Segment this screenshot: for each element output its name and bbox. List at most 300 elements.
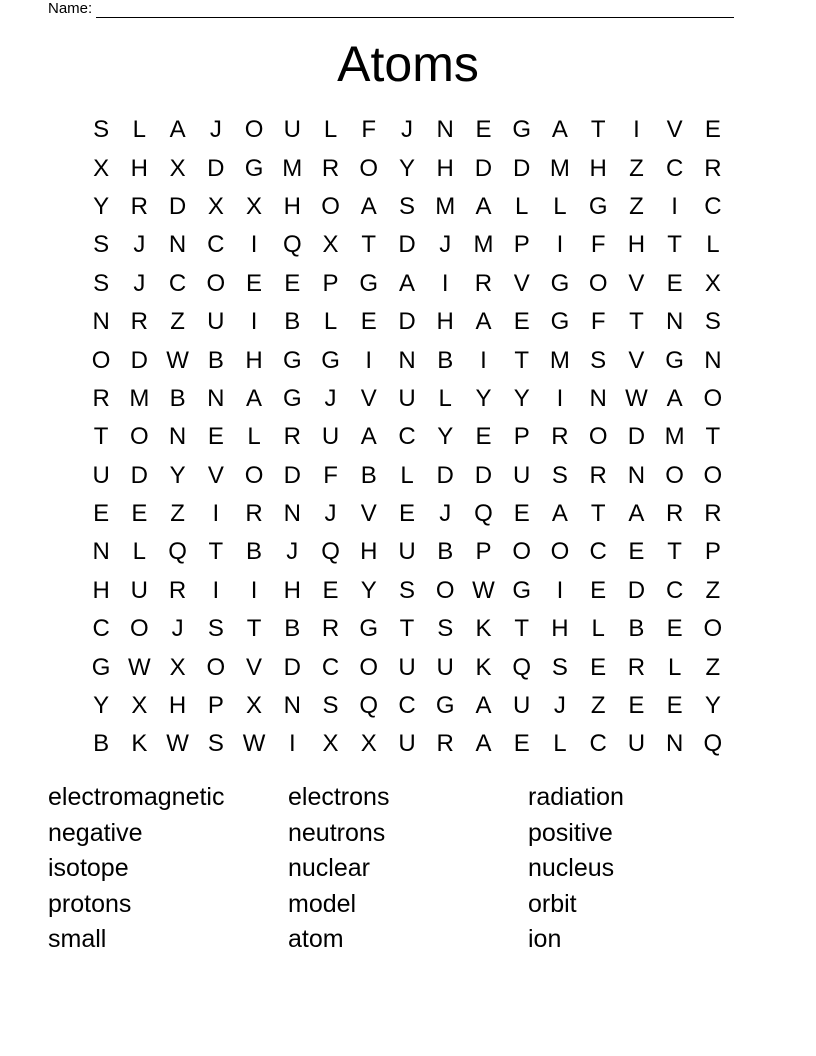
grid-letter: D [283, 461, 301, 489]
grid-letter: W [242, 730, 266, 758]
grid-letter: X [169, 154, 186, 182]
grid-letter: T [590, 116, 606, 144]
grid-letter: O [244, 116, 264, 144]
grid-letter: B [284, 615, 301, 643]
grid-letter: J [439, 500, 452, 528]
grid-letter: S [398, 576, 415, 604]
grid-letter: G [665, 346, 684, 374]
grid-letter: P [513, 231, 530, 259]
grid-letter: U [283, 116, 301, 144]
grid-letter: Q [703, 730, 723, 758]
grid-letter: E [246, 269, 263, 297]
grid-letter: R [704, 500, 722, 528]
grid-letter: S [93, 269, 110, 297]
grid-letter: O [703, 615, 723, 643]
grid-letter: E [322, 576, 339, 604]
grid-letter: A [666, 384, 683, 412]
grid-letter: U [513, 692, 531, 720]
grid-letter: E [360, 308, 377, 336]
grid-letter: H [627, 231, 646, 259]
grid-letter: E [93, 500, 110, 528]
grid-letter: N [168, 423, 187, 451]
grid-letter: C [398, 423, 416, 451]
grid-letter: U [398, 538, 416, 566]
grid-letter: X [704, 269, 721, 297]
grid-letter: J [400, 116, 413, 144]
grid-row [82, 149, 732, 187]
grid-letter: N [704, 346, 722, 374]
grid-letter: E [284, 269, 301, 297]
grid-letter: J [324, 500, 337, 528]
grid-letter: I [556, 576, 564, 604]
grid-letter: O [130, 423, 149, 451]
grid-letter: J [324, 384, 337, 412]
grid-letter: E [628, 692, 645, 720]
grid-letter: S [704, 308, 721, 336]
grid-row [82, 687, 732, 725]
grid-letter: D [207, 154, 225, 182]
grid-letter: L [553, 192, 567, 220]
grid-letter: E [666, 269, 683, 297]
grid-letter: I [365, 346, 373, 374]
grid-letter: G [512, 116, 532, 144]
grid-letter: B [437, 538, 454, 566]
grid-letter: L [515, 192, 529, 220]
grid-letter: Z [170, 308, 185, 336]
grid-letter: O [244, 461, 264, 489]
grid-letter: Y [169, 461, 186, 489]
grid-letter: G [550, 308, 570, 336]
word-list-item: ion [528, 925, 562, 954]
grid-letter: O [130, 615, 149, 643]
grid-letter: H [360, 538, 378, 566]
grid-letter: J [286, 538, 299, 566]
grid-letter: R [627, 653, 646, 681]
grid-letter: A [475, 730, 492, 758]
grid-letter: X [360, 730, 377, 758]
grid-letter: Q [512, 653, 532, 681]
grid-letter: U [436, 653, 454, 681]
grid-letter: N [665, 730, 684, 758]
grid-letter: Q [321, 538, 340, 566]
grid-letter: G [588, 192, 608, 220]
grid-letter: Y [475, 384, 492, 412]
grid-letter: B [169, 384, 186, 412]
grid-letter: D [130, 346, 149, 374]
grid-row [82, 418, 732, 456]
grid-letter: L [591, 615, 605, 643]
grid-letter: R [130, 308, 149, 336]
grid-letter: N [398, 346, 416, 374]
name-label: Name: [48, 0, 93, 17]
grid-letter: R [321, 154, 340, 182]
grid-letter: W [128, 653, 151, 681]
word-list-item: nucleus [528, 854, 615, 883]
grid-letter: U [207, 308, 225, 336]
grid-letter: J [171, 615, 184, 643]
grid-letter: G [435, 692, 455, 720]
grid-letter: E [513, 730, 530, 758]
grid-letter: N [207, 384, 225, 412]
grid-letter: C [704, 192, 722, 220]
grid-letter: W [472, 576, 495, 604]
grid-letter: C [168, 269, 187, 297]
grid-letter: P [513, 423, 530, 451]
grid-letter: E [513, 308, 530, 336]
grid-letter: C [207, 231, 225, 259]
grid-letter: T [399, 615, 415, 643]
grid-letter: U [398, 653, 416, 681]
grid-letter: E [666, 692, 683, 720]
grid-letter: O [435, 576, 455, 604]
grid-letter: J [209, 116, 222, 144]
grid-letter: O [512, 538, 532, 566]
grid-letter: A [398, 269, 415, 297]
grid-letter: Y [93, 192, 110, 220]
grid-letter: O [703, 384, 723, 412]
grid-letter: I [212, 576, 220, 604]
grid-letter: Y [360, 576, 377, 604]
grid-letter: J [133, 269, 146, 297]
grid-letter: D [474, 154, 493, 182]
grid-letter: R [321, 615, 340, 643]
grid-letter: F [590, 308, 606, 336]
grid-letter: A [169, 116, 186, 144]
grid-letter: D [627, 576, 646, 604]
grid-letter: N [436, 116, 454, 144]
grid-letter: D [283, 653, 301, 681]
grid-letter: W [625, 384, 648, 412]
grid-letter: N [665, 308, 684, 336]
grid-letter: C [589, 538, 607, 566]
grid-letter: R [130, 192, 149, 220]
grid-letter: A [551, 500, 568, 528]
grid-row [82, 572, 732, 610]
word-list-item: negative [48, 818, 143, 847]
grid-letter: X [246, 692, 263, 720]
grid-row [82, 188, 732, 226]
grid-letter: L [132, 116, 147, 144]
grid-letter: L [438, 384, 452, 412]
grid-letter: I [671, 192, 678, 220]
grid-row [82, 341, 732, 379]
grid-letter: Z [705, 576, 721, 604]
grid-letter: Q [474, 500, 493, 528]
grid-letter: A [551, 116, 568, 144]
grid-letter: I [288, 730, 296, 758]
grid-letter: G [359, 269, 379, 297]
grid-letter: H [168, 692, 187, 720]
grid-letter: V [360, 384, 377, 412]
name-field [48, 0, 734, 18]
grid-letter: N [92, 308, 110, 336]
grid-letter: O [588, 269, 608, 297]
letter-grid [82, 111, 732, 764]
grid-letter: M [435, 192, 456, 220]
word-list-item: positive [528, 818, 613, 847]
grid-letter: N [283, 692, 301, 720]
grid-letter: Q [168, 538, 187, 566]
grid-letter: O [321, 192, 340, 220]
grid-letter: S [93, 231, 110, 259]
grid-letter: A [475, 692, 492, 720]
word-list-item: electrons [288, 783, 390, 811]
grid-letter: S [551, 461, 568, 489]
grid-letter: T [246, 615, 262, 643]
grid-letter: G [550, 269, 570, 297]
grid-letter: T [361, 231, 377, 259]
grid-letter: N [283, 500, 301, 528]
grid-letter: M [473, 231, 494, 259]
grid-letter: C [665, 576, 684, 604]
grid-letter: X [93, 154, 110, 182]
grid-letter: H [436, 154, 454, 182]
word-list-item: electromagnetic [48, 783, 225, 811]
grid-letter: H [92, 576, 110, 604]
grid-letter: B [360, 461, 377, 489]
grid-letter: G [91, 653, 111, 681]
grid-row [82, 648, 732, 686]
grid-letter: P [322, 269, 339, 297]
grid-letter: U [398, 730, 416, 758]
grid-letter: A [360, 423, 377, 451]
grid-letter: S [93, 116, 110, 144]
grid-letter: V [628, 346, 645, 374]
grid-letter: C [321, 653, 340, 681]
grid-letter: E [666, 615, 683, 643]
grid-letter: G [244, 154, 264, 182]
grid-letter: Z [705, 653, 721, 681]
grid-letter: F [590, 231, 606, 259]
grid-letter: R [665, 500, 684, 528]
grid-letter: I [556, 231, 564, 259]
grid-letter: X [131, 692, 148, 720]
grid-letter: E [513, 500, 530, 528]
grid-letter: J [439, 231, 452, 259]
grid-letter: P [704, 538, 721, 566]
grid-letter: U [92, 461, 110, 489]
grid-letter: A [475, 308, 492, 336]
grid-letter: T [208, 538, 224, 566]
grid-letter: V [628, 269, 645, 297]
grid-letter: T [514, 346, 530, 374]
grid-letter: O [359, 653, 379, 681]
grid-letter: T [93, 423, 109, 451]
grid-letter: H [283, 192, 301, 220]
grid-letter: R [92, 384, 110, 412]
grid-row [82, 226, 732, 264]
grid-letter: U [130, 576, 149, 604]
grid-letter: Y [513, 384, 530, 412]
grid-letter: D [627, 423, 646, 451]
grid-letter: S [437, 615, 454, 643]
grid-letter: N [627, 461, 646, 489]
grid-letter: S [551, 653, 568, 681]
grid-letter: R [704, 154, 722, 182]
grid-letter: Z [590, 692, 606, 720]
grid-letter: O [206, 653, 226, 681]
grid-letter: B [93, 730, 110, 758]
word-list-item: protons [48, 889, 132, 918]
grid-row [82, 380, 732, 418]
word-list-item: neutrons [288, 818, 386, 847]
grid-letter: T [629, 308, 644, 336]
grid-letter: T [590, 500, 606, 528]
grid-letter: E [590, 576, 607, 604]
grid-letter: B [207, 346, 224, 374]
grid-letter: X [322, 730, 339, 758]
grid-letter: V [666, 116, 683, 144]
grid-letter: A [246, 384, 263, 412]
grid-letter: D [513, 154, 531, 182]
grid-letter: N [168, 231, 187, 259]
grid-letter: L [323, 308, 338, 336]
word-list-item: nuclear [288, 854, 370, 883]
grid-letter: B [437, 346, 454, 374]
grid-letter: S [207, 615, 224, 643]
grid-letter: E [590, 653, 607, 681]
word-list [48, 780, 768, 958]
grid-letter: R [245, 500, 263, 528]
word-list-item: orbit [528, 889, 577, 918]
grid-letter: A [360, 192, 377, 220]
grid-letter: T [667, 231, 682, 259]
grid-letter: I [250, 231, 258, 259]
grid-letter: H [589, 154, 607, 182]
grid-letter: H [283, 576, 301, 604]
grid-letter: Z [629, 192, 644, 220]
grid-letter: E [475, 116, 492, 144]
grid-letter: O [665, 461, 684, 489]
grid-letter: R [283, 423, 301, 451]
grid-letter: D [168, 192, 187, 220]
grid-row [82, 303, 732, 341]
grid-letter: I [480, 346, 487, 374]
grid-letter: X [246, 192, 263, 220]
grid-letter: A [628, 500, 645, 528]
grid-letter: I [212, 500, 220, 528]
grid-letter: O [588, 423, 608, 451]
grid-letter: T [667, 538, 682, 566]
grid-letter: E [207, 423, 224, 451]
grid-letter: V [360, 500, 377, 528]
grid-row [82, 111, 732, 149]
grid-letter: D [398, 231, 416, 259]
grid-letter: F [323, 461, 338, 489]
grid-letter: L [667, 653, 682, 681]
grid-letter: C [589, 730, 607, 758]
grid-letter: U [627, 730, 646, 758]
grid-letter: R [436, 730, 454, 758]
grid-letter: D [130, 461, 149, 489]
grid-letter: S [207, 730, 224, 758]
grid-letter: N [92, 538, 110, 566]
grid-letter: D [436, 461, 454, 489]
grid-letter: B [284, 308, 301, 336]
grid-letter: Y [704, 692, 721, 720]
grid-letter: D [474, 461, 493, 489]
grid-letter: M [664, 423, 685, 451]
grid-letter: E [628, 538, 645, 566]
grid-letter: N [589, 384, 607, 412]
grid-letter: R [551, 423, 569, 451]
grid-letter: O [91, 346, 111, 374]
grid-letter: B [628, 615, 645, 643]
grid-letter: M [549, 154, 570, 182]
grid-letter: T [514, 615, 530, 643]
grid-letter: S [398, 192, 415, 220]
word-list-item: model [288, 889, 357, 918]
grid-letter: Y [93, 692, 110, 720]
grid-letter: X [169, 653, 186, 681]
grid-letter: G [282, 346, 302, 374]
grid-letter: F [361, 116, 377, 144]
grid-letter: E [475, 423, 492, 451]
grid-letter: I [441, 269, 449, 297]
grid-letter: Z [629, 154, 644, 182]
grid-row [82, 495, 732, 533]
grid-row [82, 610, 732, 648]
grid-letter: Y [398, 154, 415, 182]
grid-letter: R [474, 269, 493, 297]
grid-letter: M [549, 346, 570, 374]
grid-letter: A [475, 192, 492, 220]
grid-letter: V [207, 461, 224, 489]
grid-letter: O [550, 538, 570, 566]
grid-row [82, 457, 732, 495]
grid-letter: K [475, 653, 492, 681]
grid-letter: E [398, 500, 415, 528]
grid-letter: W [166, 346, 189, 374]
grid-letter: Z [170, 500, 185, 528]
grid-letter: I [250, 308, 258, 336]
grid-letter: I [633, 116, 640, 144]
grid-letter: E [704, 116, 721, 144]
grid-row [82, 533, 732, 571]
grid-letter: Q [359, 692, 379, 720]
grid-letter: G [282, 384, 302, 412]
grid-letter: I [250, 576, 258, 604]
grid-letter: M [129, 384, 150, 412]
page-title: Atoms [337, 36, 479, 92]
grid-letter: C [665, 154, 684, 182]
grid-letter: U [398, 384, 416, 412]
grid-letter: B [246, 538, 263, 566]
grid-letter: K [475, 615, 492, 643]
grid-letter: H [245, 346, 263, 374]
grid-letter: G [321, 346, 340, 374]
grid-letter: V [246, 653, 263, 681]
grid-letter: R [589, 461, 607, 489]
grid-letter: I [556, 384, 564, 412]
grid-letter: C [398, 692, 416, 720]
grid-letter: X [322, 231, 339, 259]
grid-letter: O [359, 154, 379, 182]
grid-letter: L [706, 231, 720, 259]
grid-letter: P [475, 538, 492, 566]
grid-letter: J [553, 692, 566, 720]
grid-letter: O [206, 269, 226, 297]
grid-letter: Q [282, 231, 302, 259]
grid-letter: C [92, 615, 110, 643]
grid-letter: T [705, 423, 721, 451]
word-list-item: radiation [528, 783, 624, 811]
word-list-item: atom [288, 925, 344, 954]
grid-letter: D [398, 308, 416, 336]
name-underline[interactable] [96, 2, 734, 18]
grid-letter: L [400, 461, 414, 489]
grid-letter: P [207, 692, 224, 720]
